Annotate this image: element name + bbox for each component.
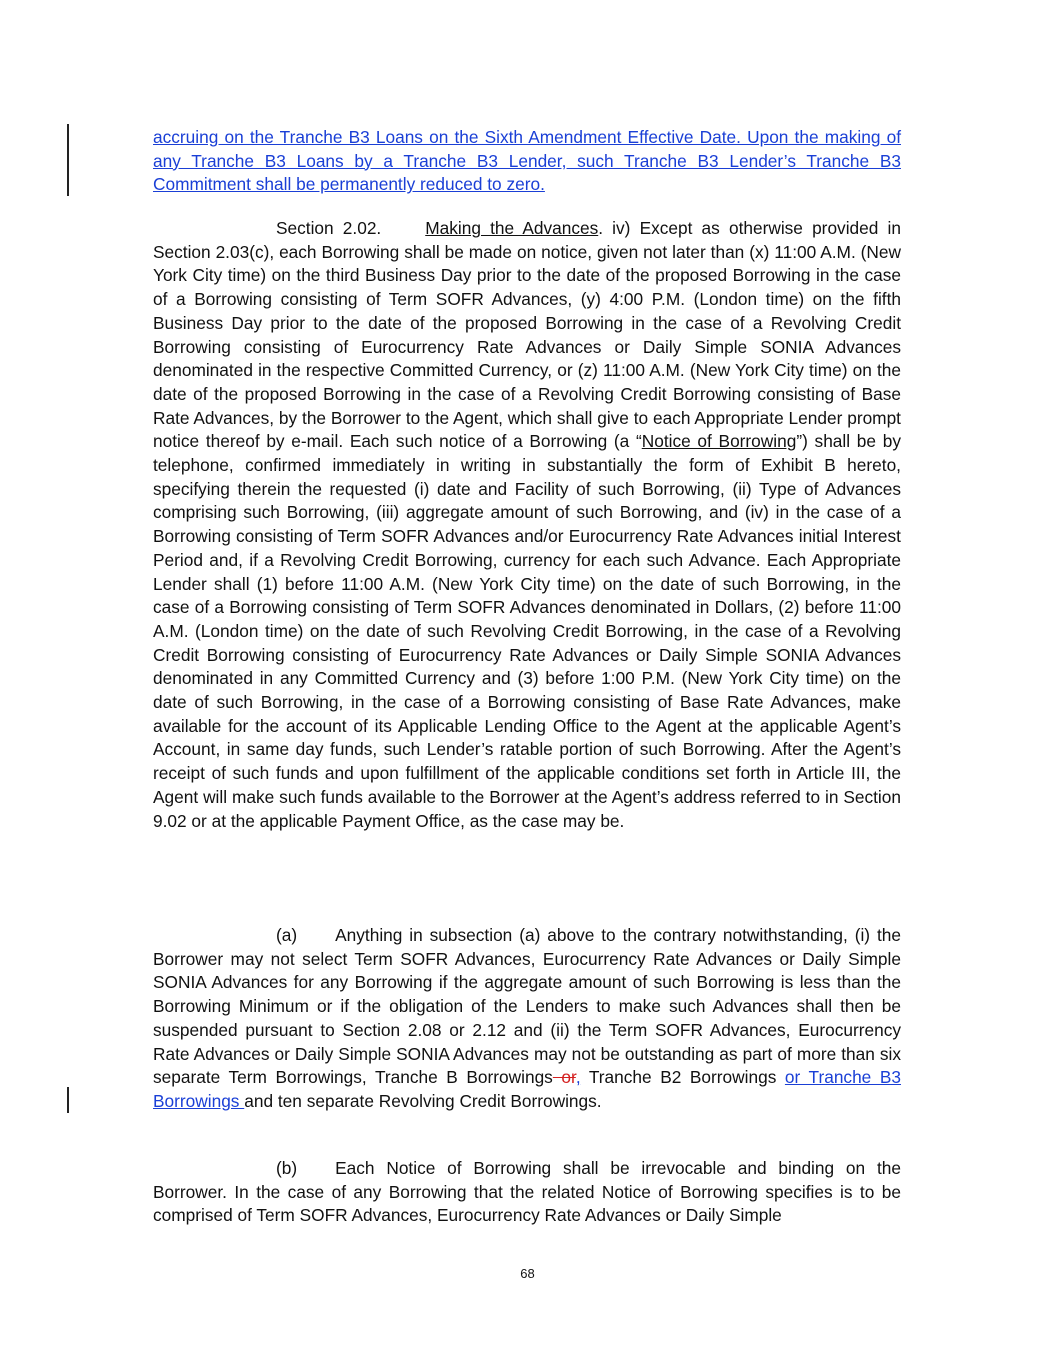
subsection-a-tail: and ten separate Revolving Credit Borrowings. <box>244 1090 602 1111</box>
subsection-a-paragraph <box>153 924 901 1114</box>
page-number: 68 <box>520 1266 535 1281</box>
inserted-comma: , <box>575 1067 581 1088</box>
section-body: ”) shall be by telephone, confirmed immediately in writing in substantially the form of Exhibit B hereto, specifying therein the requested (i) date and Facility of such Borrowing, (ii) Type of Advances comprising such Borrowing, (iii) aggregate amount of such Borrowing, and (iv) in the case of a Borrowing consisting of Term SOFR Advances and/or Eurocurrency Rate Advances initial Interest Period and, if a Revolving Credit Borrowing, currency for each such Advance. Each Appropriate Lender shall (1) before 11:00 A.M. (New York City time) on the date of such Borrowing, in the case of a Borrowing consisting of Term SOFR Advances denominated in Dollars, (2) before 11:00 A.M. (London time) on the date of such Revolving Credit Borrowing, in the case of a Revolving Credit Borrowing consisting of Eurocurrency Rate Advances or Daily Simple SONIA Advances denominated in any Committed Currency and (3) before 1:00 P.M. (New York City time) on the date of such Borrowing, in the case of a Borrowing consisting of Base Rate Advances, make available for the account of its Applicable Lending Office to the Agent at the applicable Agent’s Account, in same day funds, such Lender’s ratable portion of such Borrowing. After the Agent’s receipt of such funds and upon fulfillment of the applicable conditions set forth in Article III, the Agent will make such funds available to the Borrower at the Agent’s address referred to in Section 9.02 or at the applicable Payment Office, as the case may be. <box>153 431 901 831</box>
section-2-02-paragraph <box>153 217 901 833</box>
change-bar <box>67 1087 69 1113</box>
subsection-a-text: Anything in subsection (a) above to the contrary notwithstanding, (i) the Borrower may not select Term SOFR Advances, Eurocurrency Rate Advances or Daily Simple SONIA Advances for any Borrowing if the aggregate amount of such Borrowing is less than the Borrowing Minimum or if the obligation of the Lenders to make such Advances shall then be suspended pursuant to Section 2.08 or 2.12 and (ii) the Term SOFR Advances, Eurocurrency Rate Advances or Daily Simple SONIA Advances may not be outstanding as part of more than six separate Term Borrowings, Tranche B Borrowings <box>153 925 901 1088</box>
top-paragraph <box>153 126 901 197</box>
section-heading: Making the Advances <box>425 218 599 238</box>
subsection-label: (b) <box>276 1158 298 1178</box>
defined-term: Notice of Borrowing <box>641 431 797 452</box>
inserted-phrase: or Tranche B3 Borrowings <box>153 1067 901 1111</box>
change-bar <box>67 124 69 196</box>
subsection-b-text: Each Notice of Borrowing shall be irrevocable and binding on the Borrower. In the case of any Borrowing that the related Notice of Borrowing specifies is to be comprised of Term SOFR Advances, Eurocurrency Rate Advances or Daily Simple <box>153 1158 901 1226</box>
section-intro: . iv) Except as otherwise provided in Section 2.03(c), each Borrowing shall be made on notice, given not later than (x) 11:00 A.M. (New York City time) on the third Business Day prior to the date of the proposed Borrowing in the case of a Borrowing consisting of Term SOFR Advances, (y) 4:00 P.M. (London time) on the fifth Business Day prior to the date of the proposed Borrowing in the case of a Revolving Credit Borrowing consisting of Eurocurrency Rate Advances or Daily Simple SONIA Advances denominated in the respective Committed Currency, or (z) 11:00 A.M. (New York City time) on the date of the proposed Borrowing in the case of a Revolving Credit Borrowing consisting of Base Rate Advances, by the Borrower to the Agent, which shall give to each Appropriate Lender prompt notice thereof by e-mail. Each such notice of a Borrowing (a “ <box>153 218 901 452</box>
section-number: Section 2.02. <box>276 218 382 238</box>
subsection-label: (a) <box>276 925 298 945</box>
subsection-a-middle: Tranche B2 Borrowings <box>580 1067 785 1088</box>
inserted-text: accruing on the Tranche B3 Loans on the Sixth Amendment Effective Date. Upon the making of any Tranche B3 Loans by a Tranche B3 Lender, such Tranche B3 Lender’s Tranche B3 Commitment shall be permanently reduced to zero. <box>153 127 901 195</box>
deleted-text: or <box>552 1067 576 1088</box>
subsection-b-paragraph <box>153 1157 901 1228</box>
